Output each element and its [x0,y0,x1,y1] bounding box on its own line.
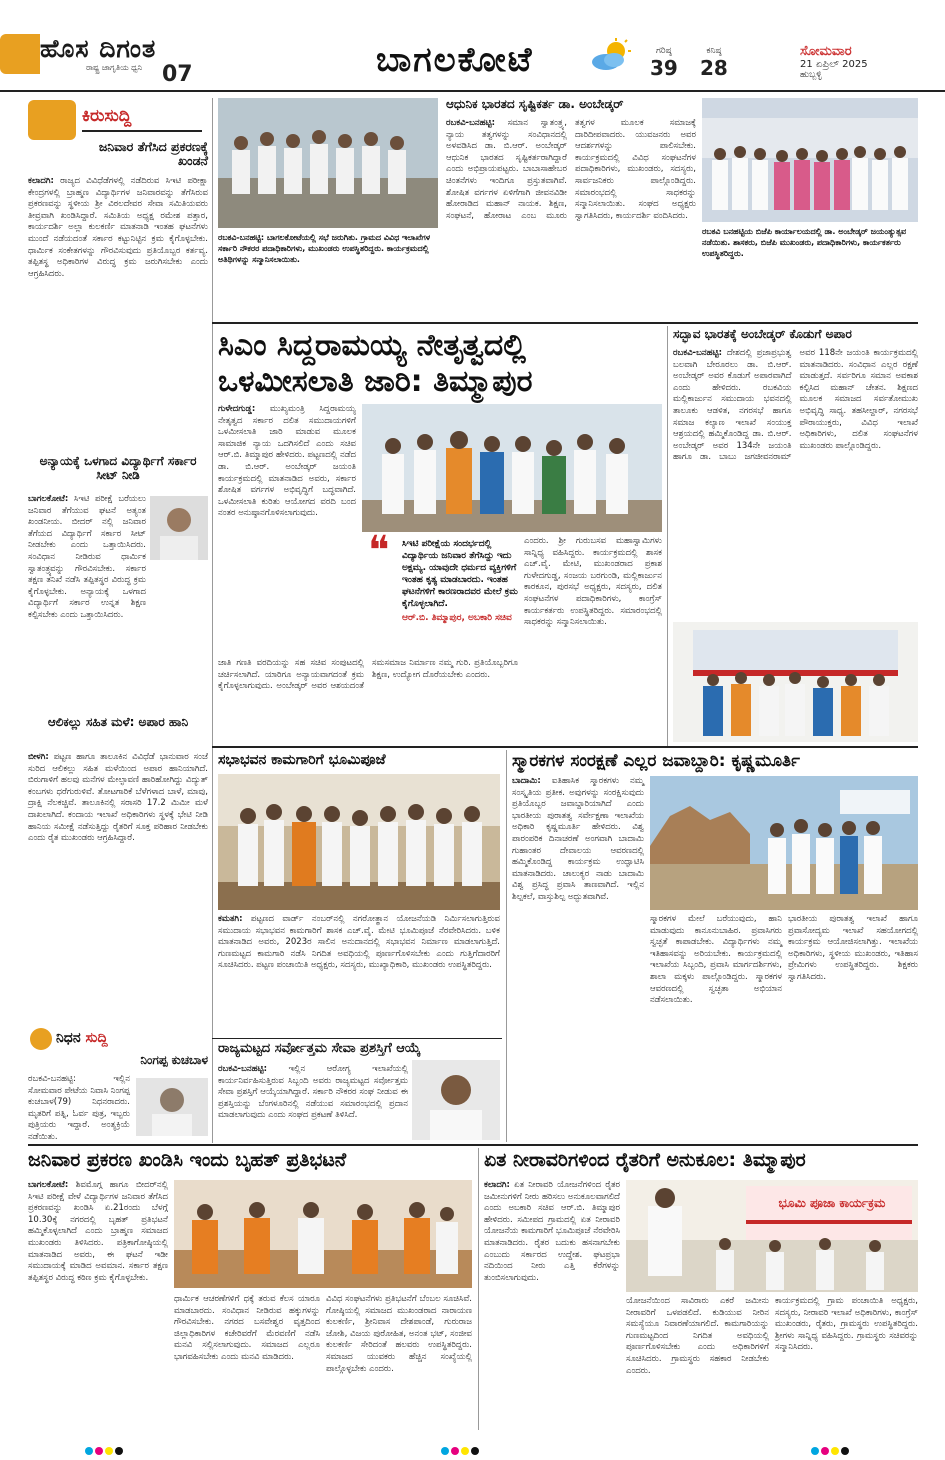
irrigation-banner-text: ಭೂಮಿ ಪೂಜಾ ಕಾರ್ಯಕ್ರಮ [778,1196,886,1210]
sadbhava-photo [673,622,918,742]
max-temp: ಗರಿಷ್ಠ 39 [650,46,678,80]
sabhabhavana-body: ಕಮತಗಿ: ಪಟ್ಟಣದ ವಾರ್ಡ್ ನಂಬರ್‌ನಲ್ಲಿ ನಗರೋತ್ಥಾನ ಯೋಜನೆಯಡಿ ನಿರ್ಮಿಸಲಾಗುತ್ತಿರುವ ಸಮುದಾಯ ಸಭಾಭವನ ಕಾಮಗಾರಿಗೆ ಶಾಸಕ ಎಚ್.ವೈ. ಮೇಟಿ ಭೂಮಿಪೂಜೆ ನೆರವೇರಿಸಿದರು. ಬಳಿಕ ಮಾತನಾಡಿದ ಅವರು, 2023ರ ಸಾಲಿನ ಅನುದಾನದಲ್ಲಿ ಸಭಾಭವನ ನಿರ್ಮಾಣ ಮಾಡಲಾಗುತ್ತಿದೆ. ಗುಣಮಟ್ಟದ ಕಾಮಗಾರಿ ನಡೆಸಿ ನಿಗದಿತ ಅವಧಿಯಲ್ಲಿ ಪೂರ್ಣಗೊಳಿಸಬೇಕು ಎಂದು ಗುತ್ತಿಗೆದಾರರಿಗೆ ಸೂಚಿಸಿದರು. ಪಟ್ಟಣ ಪಂಚಾಯಿತಿ ಅಧ್ಯಕ್ಷರು, ಸದಸ್ಯರು, ಮುಖ್ಯಾಧಿಕಾರಿ, ಮುಖಂಡರು ಉಪಸ್ಥಿತರಿದ್ದರು. [218,914,500,971]
lead-body-b: ಜಾತಿ ಗಣತಿ ವರದಿಯನ್ನು ಸಹ ಸಚಿವ ಸಂಪುಟದಲ್ಲಿ ಚರ್ಚಿಸಲಾಗಿದೆ. ಯಾರಿಗೂ ಅನ್ಯಾಯವಾಗದಂತೆ ಕ್ರಮ ಕೈಗೊಳ್ಳಲಾಗುವುದು. ಅಂಬೇಡ್ಕರ್ ಅವರ ಆಶಯದಂತೆ ಸಮಸಮಾಜ ನಿರ್ಮಾಣ ನಮ್ಮ ಗುರಿ. ಪ್ರತಿಯೊಬ್ಬರಿಗೂ ಶಿಕ್ಷಣ, ಉದ್ಯೋಗ ದೊರೆಯಬೇಕು ಎಂದರು. [218,658,518,692]
sabhabhavana-photo [218,774,500,910]
logo-emblem-icon [0,34,40,74]
lead-body-a: ಗುಳೇದಗುಡ್ಡ: ಮುಖ್ಯಮಂತ್ರಿ ಸಿದ್ದರಾಮಯ್ಯ ನೇತೃತ್ವದ ಸರ್ಕಾರ ದಲಿತ ಸಮುದಾಯಗಳಿಗೆ ಒಳಮೀಸಲಾತಿ ಜಾರಿ ಮಾಡುವ ಮೂಲಕ ಸಾಮಾಜಿಕ ನ್ಯಾಯ ಒದಗಿಸಲಿದೆ ಎಂದು ಸಚಿವ ಆರ್.ಬಿ. ತಿಮ್ಮಾಪುರ ಹೇಳಿದರು. ಪಟ್ಟಣದಲ್ಲಿ ನಡೆದ ಡಾ. ಬಿ.ಆರ್. ಅಂಬೇಡ್ಕರ್ ಜಯಂತಿ ಕಾರ್ಯಕ್ರಮದಲ್ಲಿ ಮಾತನಾಡಿದ ಅವರು, ಸರ್ಕಾರ ಶೋಷಿತ ವರ್ಗಗಳ ಅಭಿವೃದ್ಧಿಗೆ ಬದ್ಧವಾಗಿದೆ. ಒಳಮೀಸಲಾತಿ ಕುರಿತು ಆಯೋಗದ ವರದಿ ಬಂದ ನಂತರ ಅನುಷ್ಠಾನಗೊಳಿಸಲಾಗುವುದು. [218,404,356,519]
page-number: 07 [162,62,193,87]
story1-body: ಕಲಾದಗಿ: ರಾಜ್ಯದ ವಿವಿಧೆಡೆಗಳಲ್ಲಿ ನಡೆದಿರುವ ಸಿಇಟಿ ಪರೀಕ್ಷಾ ಕೇಂದ್ರಗಳಲ್ಲಿ ಬ್ರಾಹ್ಮಣ ವಿದ್ಯಾರ್ಥಿಗಳ ಜನಿವಾರವನ್ನು ತೆಗೆಸಿರುವ ಪ್ರಕರಣವನ್ನು ಸ್ಥಳೀಯ ಶ್ರೀ ವಿಠಲದೇವರ ಸೇವಾ ಸಮಿತಿಯವರು ತೀವ್ರವಾಗಿ ಖಂಡಿಸಿದ್ದಾರೆ. ಸಮಿತಿಯ ಅಧ್ಯಕ್ಷ ರಮೇಶ ಪತ್ತಾರ, ಕಾರ್ಯದರ್ಶಿ ಅಲ್ಲಾ ಕುಲಕರ್ಣಿ ಮಾತನಾಡಿ ಇಂತಹ ಘಟನೆಗಳು ಮುಂದೆ ನಡೆಯದಂತೆ ಸರ್ಕಾರ ಕಟ್ಟುನಿಟ್ಟಿನ ಕ್ರಮ ಕೈಗೊಳ್ಳಬೇಕು. ಧಾರ್ಮಿಕ ಸಂಕೇತಗಳನ್ನು ಗೌರವಿಸುವುದು ಪ್ರತಿಯೊಬ್ಬರ ಕರ್ತವ್ಯ. ತಪ್ಪಿತಸ್ಥ ಅಧಿಕಾರಿಗಳ ವಿರುದ್ಧ ಕ್ರಮ ಜರುಗಿಸಬೇಕು ಎಂದು ಆಗ್ರಹಿಸಿದರು. [28,176,208,279]
lead-body-c: ಎಂದರು. ಶ್ರೀ ಗುರುಬಸವ ಮಹಾಸ್ವಾಮಿಗಳು ಸಾನ್ನಿಧ್ಯ ವಹಿಸಿದ್ದರು. ಕಾರ್ಯಕ್ರಮದಲ್ಲಿ ಶಾಸಕ ಎಚ್.ವೈ. ಮೇಟಿ, ಮುಖಂಡರಾದ ಪ್ರಕಾಶ ಗುಳೇದಗುಡ್ಡ, ಸಂಜಯ ಬರಗುಂಡಿ, ಮಲ್ಲಿಕಾರ್ಜುನ ಕಾರಕೂನ, ಪುರಸಭೆ ಅಧ್ಯಕ್ಷರು, ಸದಸ್ಯರು, ದಲಿತ ಸಂಘಟನೆಗಳ ಪದಾಧಿಕಾರಿಗಳು, ಕಾಂಗ್ರೆಸ್ ಕಾರ್ಯಕರ್ತರು ಉಪಸ್ಥಿತರಿದ್ದರು. ಸಮಾರಂಭದಲ್ಲಿ ಸಾಧಕರನ್ನು ಸನ್ಮಾನಿಸಲಾಯಿತು. [524,536,662,628]
irrigation-body-b: ಯೋಜನೆಯಿಂದ ಸಾವಿರಾರು ಎಕರೆ ಜಮೀನು ನೀರಾವರಿಗೆ ಒಳಪಡಲಿದೆ. ಕುಡಿಯುವ ನೀರಿನ ಸಮಸ್ಯೆಯೂ ನಿವಾರಣೆಯಾಗಲಿದೆ. ಕಾಮಗಾರಿಯನ್ನು ಗುಣಮಟ್ಟದಿಂದ ನಿಗದಿತ ಅವಧಿಯಲ್ಲಿ ಪೂರ್ಣಗೊಳಿಸಬೇಕು ಎಂದು ಅಧಿಕಾರಿಗಳಿಗೆ ಸೂಚಿಸಿದರು. ಗ್ರಾಮಸ್ಥರು ಸಹಕಾರ ನೀಡಬೇಕು ಎಂದರು. [626,1296,769,1376]
sabhabhavana-headline: ಸಭಾಭವನ ಕಾಮಗಾರಿಗೆ ಭೂಮಿಪೂಜೆ [218,752,386,768]
story3-headline: ಆಲಿಕಲ್ಲು ಸಹಿತ ಮಳೆ: ಅಪಾರ ಹಾನಿ [47,715,189,729]
seva-headline: ರಾಜ್ಯಮಟ್ಟದ ಸರ್ವೋತ್ತಮ ಸೇವಾ ಪ್ರಶಸ್ತಿಗೆ ಆಯ್ಕೆ [218,1041,421,1056]
nidhana-label: ನಿಧನ ಸುದ್ದಿ [56,1030,108,1046]
nidhana-name: ನಿಂಗಪ್ಪ ಕುಚಬಾಳ [140,1053,208,1067]
irrigation-body-c: ಕಾರ್ಯಕ್ರಮದಲ್ಲಿ ಗ್ರಾಮ ಪಂಚಾಯಿತಿ ಅಧ್ಯಕ್ಷರು, ಸದಸ್ಯರು, ನೀರಾವರಿ ಇಲಾಖೆ ಅಧಿಕಾರಿಗಳು, ಕಾಂಗ್ರೆಸ್ ಮುಖಂಡರು, ರೈತರು, ಗ್ರಾಮಸ್ಥರು ಉಪಸ್ಥಿತರಿದ್ದರು. ಶ್ರೀಗಳು ಸಾನ್ನಿಧ್ಯ ವಹಿಸಿದ್ದರು. ಗ್ರಾಮಸ್ಥರು ಸಚಿವರನ್ನು ಸನ್ಮಾನಿಸಿದರು. [775,1296,918,1353]
kirusuddi-label: ಕಿರುಸುದ್ದಿ [82,106,132,126]
irrigation-headline: ಏತ ನೀರಾವರಿಗಳಿಂದ ರೈತರಿಗೆ ಅನುಕೂಲ: ತಿಮ್ಮಾಪುರ [484,1149,806,1171]
top-photo-1-caption: ರಬಕವಿ-ಬನಹಟ್ಟಿ: ಬಾಗಲಕೋಟೆಯಲ್ಲಿ ಸಭೆ ಜರುಗಿತು. ಗ್ರಾಮದ ವಿವಿಧ ಇಲಾಖೆಗಳ ಸರ್ಕಾರಿ ನೌಕರರ ಪದಾಧಿಕಾರಿಗಳು, ಮುಖಂಡರು ಉಪಸ್ಥಿತರಿದ್ದರು. ಕಾರ್ಯಕ್ರಮದಲ್ಲಿ ಅತಿಥಿಗಳನ್ನು ಸನ್ಮಾನಿಸಲಾಯಿತು. [218,233,431,264]
smaraka-body-a: ಬಾದಾಮಿ: ಐತಿಹಾಸಿಕ ಸ್ಮಾರಕಗಳು ನಮ್ಮ ಸಂಸ್ಕೃತಿಯ ಪ್ರತೀಕ. ಅವುಗಳನ್ನು ಸಂರಕ್ಷಿಸುವುದು ಪ್ರತಿಯೊಬ್ಬರ ಜವಾಬ್ದಾರಿಯಾಗಿದೆ ಎಂದು ಭಾರತೀಯ ಪುರಾತತ್ವ ಸರ್ವೇಕ್ಷಣಾ ಇಲಾಖೆಯ ಅಧಿಕಾರಿ ಕೃಷ್ಣಮೂರ್ತಿ ಹೇಳಿದರು. ವಿಶ್ವ ಪಾರಂಪರಿಕ ದಿನಾಚರಣೆ ಅಂಗವಾಗಿ ಬಾದಾಮಿ ಗುಹಾಂತರ ದೇವಾಲಯ ಆವರಣದಲ್ಲಿ ಹಮ್ಮಿಕೊಂಡಿದ್ದ ಕಾರ್ಯಕ್ರಮ ಉದ್ಘಾಟಿಸಿ ಮಾತನಾಡಿದರು. ಚಾಲುಕ್ಯರ ನಾಡು ಬಾದಾಮಿ ವಿಶ್ವ ಪ್ರಸಿದ್ಧ ಪ್ರವಾಸಿ ತಾಣವಾಗಿದೆ. ಇಲ್ಲಿನ ಶಿಲ್ಪಕಲೆ, ವಾಸ್ತುಶಿಲ್ಪ ಅದ್ಭುತವಾಗಿವೆ. [512,776,645,902]
ambedkar-body: ರಬಕವಿ-ಬನಹಟ್ಟಿ: ಸಮಾನ ಸ್ವಾತಂತ್ರ್ಯ, ನ್ಯಾಯ ತತ್ವಗಳನ್ನು ಸಂವಿಧಾನದಲ್ಲಿ ಅಳವಡಿಸಿದ ಡಾ. ಬಿ.ಆರ್. ಅಂಬೇಡ್ಕರ್ ಆಧುನಿಕ ಭಾರತದ ಸೃಷ್ಟಿಕರ್ತರಾಗಿದ್ದಾರೆ ಎಂದು ಅಭಿಪ್ರಾಯಪಟ್ಟರು. ಬಾಬಾಸಾಹೇಬರ ಚಿಂತನೆಗಳು ಇಂದಿಗೂ ಪ್ರಸ್ತುತವಾಗಿವೆ. ಶೋಷಿತ ವರ್ಗಗಳ ಏಳಿಗೆಗಾಗಿ ಜೀವನವಿಡೀ ಹೋರಾಡಿದ ಮಹಾನ್ ನಾಯಕ. ಶಿಕ್ಷಣ, ಸಂಘಟನೆ, ಹೋರಾಟ ಎಂಬ ಮೂರು ತತ್ವಗಳ ಮೂಲಕ ಸಮಾಜಕ್ಕೆ ದಾರಿದೀಪವಾದರು. ಯುವಜನರು ಅವರ ಆದರ್ಶಗಳನ್ನು ಪಾಲಿಸಬೇಕು. ಕಾರ್ಯಕ್ರಮದಲ್ಲಿ ವಿವಿಧ ಸಂಘಟನೆಗಳ ಪದಾಧಿಕಾರಿಗಳು, ಮುಖಂಡರು, ಸದಸ್ಯರು, ಸಾರ್ವಜನಿಕರು ಪಾಲ್ಗೊಂಡಿದ್ದರು. ಸಮಾರಂಭದಲ್ಲಿ ಸಾಧಕರನ್ನು ಸನ್ಮಾನಿಸಲಾಯಿತು. ಸಂಘದ ಅಧ್ಯಕ್ಷರು ಸ್ವಾಗತಿಸಿದರು, ಕಾರ್ಯದರ್ಶಿ ವಂದಿಸಿದರು. [446,118,696,221]
seva-body: ರಬಕವಿ-ಬನಹಟ್ಟಿ: ಇಲ್ಲಿನ ಆರೋಗ್ಯ ಇಲಾಖೆಯಲ್ಲಿ ಕಾರ್ಯನಿರ್ವಹಿಸುತ್ತಿರುವ ಸಿಬ್ಬಂದಿ ಅವರು ರಾಜ್ಯಮಟ್ಟದ ಸರ್ವೋತ್ತಮ ಸೇವಾ ಪ್ರಶಸ್ತಿಗೆ ಆಯ್ಕೆಯಾಗಿದ್ದಾರೆ. ಸರ್ಕಾರಿ ನೌಕರರ ಸಂಘ ನೀಡುವ ಈ ಪ್ರಶಸ್ತಿಯನ್ನು ಬೆಂಗಳೂರಿನಲ್ಲಿ ನಡೆಯುವ ಸಮಾರಂಭದಲ್ಲಿ ಪ್ರದಾನ ಮಾಡಲಾಗುವುದು ಎಂದು ಸಂಘದ ಪ್ರಕಟಣೆ ತಿಳಿಸಿದೆ. [218,1064,409,1121]
registration-dots-right [810,1440,850,1459]
irrigation-body-a: ಕಲಾದಗಿ: ಏತ ನೀರಾವರಿ ಯೋಜನೆಗಳಿಂದ ರೈತರ ಜಮೀನುಗಳಿಗೆ ನೀರು ಹರಿಸಲು ಅನುಕೂಲವಾಗಲಿದೆ ಎಂದು ಅಬಕಾರಿ ಸಚಿವ ಆರ್.ಬಿ. ತಿಮ್ಮಾಪುರ ಹೇಳಿದರು. ಸಮೀಪದ ಗ್ರಾಮದಲ್ಲಿ ಏತ ನೀರಾವರಿ ಯೋಜನೆಯ ಕಾಮಗಾರಿಗೆ ಭೂಮಿಪೂಜೆ ನೆರವೇರಿಸಿ ಮಾತನಾಡಿದರು. ರೈತರ ಬದುಕು ಹಸನಾಗಬೇಕು ಎಂಬುದು ಸರ್ಕಾರದ ಉದ್ದೇಶ. ಘಟಪ್ರಭಾ ನದಿಯಿಂದ ನೀರು ಎತ್ತಿ ಕೆರೆಗಳನ್ನು ತುಂಬಿಸಲಾಗುವುದು. [484,1180,620,1283]
nidhana-body: ರಬಕವಿ-ಬನಹಟ್ಟಿ: ಇಲ್ಲಿನ ಸೋಮವಾರ ಪೇಟೆಯ ನಿವಾಸಿ ನಿಂಗಪ್ಪ ಕುಚಬಾಳ(79) ನಿಧನರಾದರು. ಮೃತರಿಗೆ ಪತ್ನಿ, ಓರ್ವ ಪುತ್ರ, ಇಬ್ಬರು ಪುತ್ರಿಯರು ಇದ್ದಾರೆ. ಅಂತ್ಯಕ್ರಿಯೆ ನಡೆಯಿತು. [28,1074,130,1142]
seva-photo [412,1060,500,1140]
smaraka-body-b: ಸ್ಮಾರಕಗಳ ಮೇಲೆ ಬರೆಯುವುದು, ಹಾನಿ ಮಾಡುವುದು ಕಾನೂನುಬಾಹಿರ. ಪ್ರವಾಸಿಗರು ಸ್ವಚ್ಛತೆ ಕಾಪಾಡಬೇಕು. ವಿದ್ಯಾರ್ಥಿಗಳು ನಮ್ಮ ಇತಿಹಾಸವನ್ನು ಅರಿಯಬೇಕು. ಕಾರ್ಯಕ್ರಮದಲ್ಲಿ ಇಲಾಖೆಯ ಸಿಬ್ಬಂದಿ, ಪ್ರವಾಸಿ ಮಾರ್ಗದರ್ಶಿಗಳು, ಶಾಲಾ ಮಕ್ಕಳು ಪಾಲ್ಗೊಂಡಿದ್ದರು. ಸ್ಮಾರಕಗಳ ಆವರಣದಲ್ಲಿ ಸ್ವಚ್ಛತಾ ಅಭಿಯಾನ ನಡೆಸಲಾಯಿತು. [650,914,782,1006]
smaraka-body-c: ಭಾರತೀಯ ಪುರಾತತ್ವ ಇಲಾಖೆ ಹಾಗೂ ಪ್ರವಾಸೋದ್ಯಮ ಇಲಾಖೆ ಸಹಯೋಗದಲ್ಲಿ ಕಾರ್ಯಕ್ರಮ ಆಯೋಜಿಸಲಾಗಿತ್ತು. ಇಲಾಖೆಯ ಅಧಿಕಾರಿಗಳು, ಸ್ಥಳೀಯ ಮುಖಂಡರು, ಇತಿಹಾಸ ಪ್ರೇಮಿಗಳು ಉಪಸ್ಥಿತರಿದ್ದರು. ಶಿಕ್ಷಕರು ಸ್ವಾಗತಿಸಿದರು. [788,914,918,982]
newspaper-logo: ಹೊಸ ದಿಗಂತ [40,34,157,63]
smaraka-photo [650,776,918,910]
quote-mark-icon: ❝ [368,528,390,574]
irrigation-photo [626,1180,918,1292]
sadbhava-headline: ಸದ್ಭಾವ ಭಾರತಕ್ಕೆ ಅಂಬೇಡ್ಕರ್ ಕೊಡುಗೆ ಅಪಾರ [673,327,852,341]
story2-headline: ಅನ್ಯಾಯಕ್ಕೆ ಒಳಗಾದ ವಿದ್ಯಾರ್ಥಿಗೆ ಸರ್ಕಾರ ಸೀಟ್ ನೀಡಿ [39,454,197,482]
protest-body-a: ಬಾಗಲಕೋಟೆ: ಶಿವಮೊಗ್ಗ ಹಾಗೂ ಬೀದರ್‌ನಲ್ಲಿ ಸಿಇಟಿ ಪರೀಕ್ಷೆ ವೇಳೆ ವಿದ್ಯಾರ್ಥಿಗಳ ಜನಿವಾರ ತೆಗೆಸಿದ ಪ್ರಕರಣವನ್ನು ಖಂಡಿಸಿ ಏ.21ರಂದು ಬೆಳಗ್ಗೆ 10.30ಕ್ಕೆ ನಗರದಲ್ಲಿ ಬೃಹತ್ ಪ್ರತಿಭಟನೆ ಹಮ್ಮಿಕೊಳ್ಳಲಾಗಿದೆ ಎಂದು ಬ್ರಾಹ್ಮಣ ಸಮಾಜದ ಮುಖಂಡರು ತಿಳಿಸಿದರು. ಪತ್ರಿಕಾಗೋಷ್ಠಿಯಲ್ಲಿ ಮಾತನಾಡಿದ ಅವರು, ಈ ಘಟನೆ ಇಡೀ ಸಮುದಾಯಕ್ಕೆ ಮಾಡಿದ ಅವಮಾನ. ಸರ್ಕಾರ ತಕ್ಷಣ ತಪ್ಪಿತಸ್ಥರ ವಿರುದ್ಧ ಕಠಿಣ ಕ್ರಮ ಕೈಗೊಳ್ಳಬೇಕು. [28,1180,168,1283]
lead-quote: ಸಿಇಟಿ ಪರೀಕ್ಷೆಯ ಸಂದರ್ಭದಲ್ಲಿ ವಿದ್ಯಾರ್ಥಿಯ ಜನಿವಾರ ತೆಗೆಸಿದ್ದು ಇದು ಅಕ್ಷಮ್ಯ. ಯಾವುದೇ ಧರ್ಮದ ವ್ಯಕ್ತಿಗಳಿಗೆ ಇಂತಹ ಕೃತ್ಯ ಮಾಡಬಾರದು. ಇಂತಹ ಘಟನೆಗಳಿಗೆ ಕಾರಣರಾದವರ ಮೇಲೆ ಕ್ರಮ ಕೈಗೊಳ್ಳಲಾಗಿದೆ. ಆರ್.ಬಿ. ತಿಮ್ಮಾಪುರ, ಅಬಕಾರಿ ಸಚಿವ [402,539,518,623]
date-box: ಸೋಮವಾರ 21 ಏಪ್ರಿಲ್ 2025 ಹುಬ್ಬಳ್ಳಿ [800,44,868,80]
top-photo-2-caption: ರಬಕವಿ ಬನಹಟ್ಟಿಯ ಬಿಜೆಪಿ ಕಾರ್ಯಾಲಯದಲ್ಲಿ ಡಾ. ಅಂಬೇಡ್ಕರ್ ಜಯಂತ್ಯುತ್ಸವ ನಡೆಯಿತು. ಶಾಸಕರು, ಬಿಜೆಪಿ ಮುಖಂಡರು, ಪದಾಧಿಕಾರಿಗಳು, ಕಾರ್ಯಕರ್ತರು ಉಪಸ್ಥಿತರಿದ್ದರು. [702,227,907,258]
protest-body-b: ಧಾರ್ಮಿಕ ಆಚರಣೆಗಳಿಗೆ ಧಕ್ಕೆ ತರುವ ಕೆಲಸ ಯಾರೂ ಮಾಡಬಾರದು. ಸಂವಿಧಾನ ನೀಡಿರುವ ಹಕ್ಕುಗಳನ್ನು ಗೌರವಿಸಬೇಕು. ನಗರದ ಬಸವೇಶ್ವರ ವೃತ್ತದಿಂದ ಜಿಲ್ಲಾಧಿಕಾರಿಗಳ ಕಚೇರಿವರೆಗೆ ಮೆರವಣಿಗೆ ನಡೆಸಿ ಮನವಿ ಸಲ್ಲಿಸಲಾಗುವುದು. ಸಮಾಜದ ಎಲ್ಲರೂ ಭಾಗವಹಿಸಬೇಕು ಎಂದು ಮನವಿ ಮಾಡಿದರು. [174,1294,320,1362]
protest-body-c: ವಿವಿಧ ಸಂಘಟನೆಗಳು ಪ್ರತಿಭಟನೆಗೆ ಬೆಂಬಲ ಸೂಚಿಸಿವೆ. ಗೋಷ್ಠಿಯಲ್ಲಿ ಸಮಾಜದ ಮುಖಂಡರಾದ ನಾರಾಯಣ ಕುಲಕರ್ಣಿ, ಶ್ರೀನಿವಾಸ ದೇಶಪಾಂಡೆ, ಗುರುರಾಜ ಜೋಶಿ, ವಿಜಯ ಪುರೋಹಿತ, ಅನಂತ ಭಟ್, ಸಂಜೀವ ಕುಲಕರ್ಣಿ ಸೇರಿದಂತೆ ಹಲವರು ಉಪಸ್ಥಿತರಿದ್ದರು. ಸಮಾಜದ ಯುವಕರು ಹೆಚ್ಚಿನ ಸಂಖ್ಯೆಯಲ್ಲಿ ಪಾಲ್ಗೊಳ್ಳಬೇಕು ಎಂದರು. [326,1294,472,1374]
lead-headline: ಸಿಎಂ ಸಿದ್ದರಾಮಯ್ಯ ನೇತೃತ್ವದಲ್ಲಿ ಒಳಮೀಸಲಾತಿ ಜಾರಿ: ತಿಮ್ಮಾಪುರ [218,328,533,399]
logo-tagline: ರಾಷ್ಟ್ರ ಜಾಗೃತಿಯ ಧ್ವನಿ [86,63,143,72]
hand-sign-icon [28,100,76,140]
smaraka-headline: ಸ್ಮಾರಕಗಳ ಸಂರಕ್ಷಣೆ ಎಲ್ಲರ ಜವಾಬ್ದಾರಿ: ಕೃಷ್ಣಮೂರ್ತಿ [512,751,800,771]
min-temp: ಕನಿಷ್ಠ 28 [700,46,728,80]
sadbhava-body: ರಬಕವಿ-ಬನಹಟ್ಟಿ: ದೇಶದಲ್ಲಿ ಪ್ರಜಾಪ್ರಭುತ್ವ ಬಲವಾಗಿ ಬೇರೂರಲು ಡಾ. ಬಿ.ಆರ್. ಅಂಬೇಡ್ಕರ್ ಅವರ ಕೊಡುಗೆ ಅಪಾರವಾಗಿದೆ ಎಂದು ಹೇಳಿದರು. ರಬಕವಿಯ ಮಲ್ಲಿಕಾರ್ಜುನ ಸಮುದಾಯ ಭವನದಲ್ಲಿ ತಾಲೂಕು ಆಡಳಿತ, ನಗರಸಭೆ ಹಾಗೂ ಸಮಾಜ ಕಲ್ಯಾಣ ಇಲಾಖೆ ಸಂಯುಕ್ತ ಆಶ್ರಯದಲ್ಲಿ ಹಮ್ಮಿಕೊಂಡಿದ್ದ ಡಾ. ಬಿ.ಆರ್. ಅಂಬೇಡ್ಕರ್ ಅವರ 134ನೇ ಜಯಂತಿ ಹಾಗೂ ಡಾ. ಬಾಬು ಜಗಜೀವನರಾಮ್ ಅವರ 118ನೇ ಜಯಂತಿ ಕಾರ್ಯಕ್ರಮದಲ್ಲಿ ಮಾತನಾಡಿದರು. ಸಂವಿಧಾನ ಎಲ್ಲರ ರಕ್ಷಣೆ ಮಾಡುತ್ತದೆ. ಸರ್ವರಿಗೂ ಸಮಾನ ಅವಕಾಶ ಕಲ್ಪಿಸಿದ ಮಹಾನ್ ಚೇತನ. ಶಿಕ್ಷಣದ ಮೂಲಕ ಸಮಾಜದ ಸರ್ವತೋಮುಖ ಅಭಿವೃದ್ಧಿ ಸಾಧ್ಯ. ತಹಸೀಲ್ದಾರ್, ನಗರಸಭೆ ಪೌರಾಯುಕ್ತರು, ವಿವಿಧ ಇಲಾಖೆ ಅಧಿಕಾರಿಗಳು, ದಲಿತ ಸಂಘಟನೆಗಳ ಮುಖಂಡರು ಪಾಲ್ಗೊಂಡಿದ್ದರು. [673,348,918,463]
protest-photo [174,1180,472,1288]
story3-body: ಬೀಳಗಿ: ಪಟ್ಟಣ ಹಾಗೂ ತಾಲೂಕಿನ ವಿವಿಧೆಡೆ ಭಾನುವಾರ ಸಂಜೆ ಸುರಿದ ಆಲಿಕಲ್ಲು ಸಹಿತ ಮಳೆಯಿಂದ ಅಪಾರ ಹಾನಿಯಾಗಿದೆ. ಬಿರುಗಾಳಿಗೆ ಹಲವು ಮನೆಗಳ ಮೇಲ್ಛಾವಣಿ ಹಾರಿಹೋಗಿದ್ದು ವಿದ್ಯುತ್ ಕಂಬಗಳು ಧರೆಗುರುಳಿವೆ. ತೋಟಗಾರಿಕೆ ಬೆಳೆಗಳಾದ ಬಾಳೆ, ಮಾವು, ದ್ರಾಕ್ಷಿ ನೆಲಕಚ್ಚಿವೆ. ತಾಲೂಕಿನಲ್ಲಿ ಸರಾಸರಿ 17.2 ಮಿಮೀ ಮಳೆ ದಾಖಲಾಗಿದೆ. ಕಂದಾಯ ಇಲಾಖೆ ಅಧಿಕಾರಿಗಳು ಸ್ಥಳಕ್ಕೆ ಭೇಟಿ ನೀಡಿ ಹಾನಿಯ ಸಮೀಕ್ಷೆ ನಡೆಸುತ್ತಿದ್ದು ರೈತರಿಗೆ ಸೂಕ್ತ ಪರಿಹಾರ ನೀಡಬೇಕು ಎಂದು ರೈತ ಮುಖಂಡರು ಆಗ್ರಹಿಸಿದ್ದಾರೆ. [28,752,208,844]
sun-cloud-icon [588,38,634,72]
lamp-icon [30,1028,52,1050]
story2-photo [150,496,208,560]
lead-photo [362,404,662,532]
top-photo-1 [218,98,438,228]
city-title: ಬಾಗಲಕೋಟೆ [376,40,534,80]
nidhana-photo [136,1078,208,1136]
registration-dots-left [84,1440,124,1459]
top-photo-2 [702,98,918,222]
story1-headline: ಜನಿವಾರ ತೆಗೆಸಿದ ಪ್ರಕರಣಕ್ಕೆ ಖಂಡನೆ [98,139,208,169]
protest-headline: ಜನಿವಾರ ಪ್ರಕರಣ ಖಂಡಿಸಿ ಇಂದು ಬೃಹತ್ ಪ್ರತಿಭಟನೆ [28,1149,347,1171]
registration-dots-center [440,1440,480,1459]
story2-body-a: ಬಾಗಲಕೋಟೆ: ಸಿಇಟಿ ಪರೀಕ್ಷೆ ಬರೆಯಲು ಜನಿವಾರ ತೆಗೆಯುವ ಘಟನೆ ಅತ್ಯಂತ ಖಂಡನೀಯ. ಬೀದರ್ ನಲ್ಲಿ ಜನಿವಾರ ತೆಗೆಯದ ವಿದ್ಯಾರ್ಥಿಗೆ ಸರ್ಕಾರ ಸೀಟ್ ನೀಡಬೇಕು ಎಂದು ಒತ್ತಾಯಿಸಿದರು. ಸಂವಿಧಾನ ನೀಡಿರುವ ಧಾರ್ಮಿಕ ಸ್ವಾತಂತ್ರ್ಯವನ್ನು ಗೌರವಿಸಬೇಕು. ಸರ್ಕಾರ ತಕ್ಷಣ ತನಿಖೆ ನಡೆಸಿ ತಪ್ಪಿತಸ್ಥರ ವಿರುದ್ಧ ಕ್ರಮ ಕೈಗೊಳ್ಳಬೇಕು. ಅನ್ಯಾಯಕ್ಕೆ ಒಳಗಾದ ವಿದ್ಯಾರ್ಥಿಗೆ ಸರ್ಕಾರ ಉನ್ನತ ಶಿಕ್ಷಣ ಕಲ್ಪಿಸಬೇಕು ಎಂದು ಒತ್ತಾಯಿಸಿದರು. [28,494,146,620]
ambedkar-headline: ಆಧುನಿಕ ಭಾರತದ ಸೃಷ್ಟಿಕರ್ತ ಡಾ. ಅಂಬೇಡ್ಕರ್ [446,97,624,111]
masthead [0,0,945,92]
